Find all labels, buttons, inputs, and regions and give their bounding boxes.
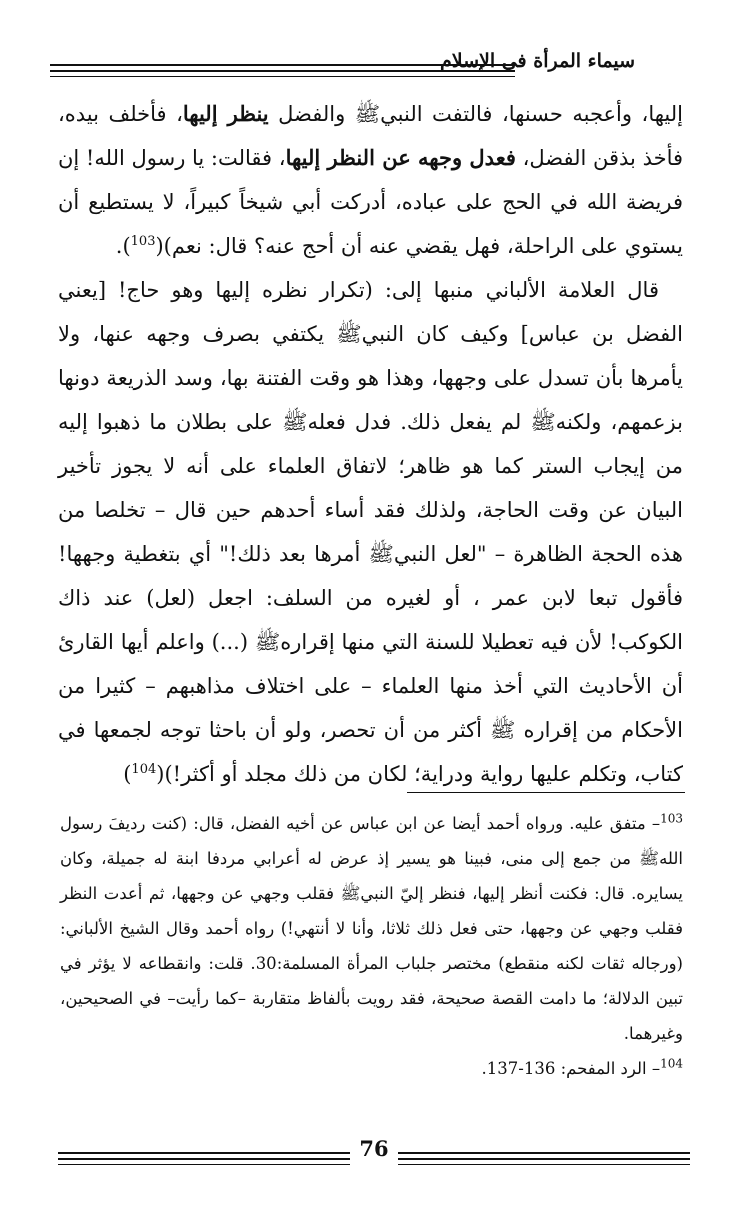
p1-text-c: ، فأخلف بيده، فأخذ بذقن الفضل، [58, 102, 684, 170]
footnote-103 [60, 806, 683, 1051]
footnotes [60, 806, 683, 1086]
p1-text-end: ). [115, 234, 131, 258]
footnote-ref-103: 103 [130, 234, 156, 249]
paragraph-2 [58, 268, 683, 796]
main-text [58, 92, 683, 796]
footnote-ref-104: 104 [131, 762, 157, 777]
footer-rule-left [58, 1152, 350, 1160]
footnote-number: 103 [660, 811, 683, 826]
p1-bold-1: ينظر إليها [182, 101, 269, 126]
p1-bold-2: فعدل وجهه عن النظر إليها [285, 145, 516, 170]
footer-rule-right [398, 1152, 690, 1160]
footnote-text: – متفق عليه. ورواه أحمد أيضا عن ابن عباس عن أخيه الفضل، قال: (كنت رديفَ رسول اللهﷺ من جمع إلى منى، فبينا هو يسير إذ عرض له أعرابي مردفا ابنة له جميلة، وكان يسايره. قال: فكنت أنظر إليها، فنظر إليّ النبيﷺ فقلب وجهي عن وجهها، ثم أعدت النظر فقلب وجهي عن وجهها، حتى فعل ذلك ثلاثا، وأنا لا أنتهي!) رواه أحمد وقال الشيخ الألباني: (ورجاله ثقات لكنه منقطع) مختصر جلباب المرأة المسلمة:30. قلت: وانقطاعه لا يؤثر في تبين الدلالة؛ ما دامت القصة صحيحة، فقد رويت بألفاظ متقاربة –كما رأيت– في الصحيحين، وغيرهما. [60, 814, 683, 1043]
header-double-rule [50, 64, 515, 72]
p2-text: قال العلامة الألباني منبها إلى: (تكرار نظره إليها وهو حاج! [يعني الفضل بن عباس] وكيف كان النبيﷺ يكتفي بصرف وجهه عنها، ولا يأمرها بأن تسدل على وجهها، وهذا هو وقت الفتنة بها، وسد الذريعة دونها بزعمهم، ولكنهﷺ لم يفعل ذلك. فدل فعلهﷺ على بطلان ما ذهبوا إليه من إيجاب الستر كما هو ظاهر؛ لاتفاق العلماء على أنه لا يجوز تأخير البيان عن وقت الحاجة، ولذلك فقد أساء أحدهم حين قال – تخلصا من هذه الحجة الظاهرة – "لعل النبيﷺ أمرها بعد ذلك!" أي بتغطية وجهها! فأقول تبعا لابن عمر ، أو لغيره من السلف: اجعل (لعل) عند ذاك الكوكب! لأن فيه تعطيلا للسنة التي منها إقرارهﷺ (...) واعلم أيها القارئ أن الأحاديث التي أخذ منها العلماء – على اختلاف مذاهبهم – كثيرا من الأحكام من إقراره ﷺ أكثر من أن تحصر، ولو أن باحثا توجه لجمعها في كتاب، وتكلم عليها رواية ودراية؛ لكان من ذلك مجلد أو أكثر!)( [58, 278, 683, 786]
footnote-104 [60, 1051, 683, 1086]
p1-text-d: ، فقالت: يا رسول الله! إن فريضة الله في الحج على عباده، أدركت أبي شيخاً كبيراً، لا يستطيع أن يستوي على الراحلة، فهل يقضي عنه أن أحج عنه؟ قال: نعم)( [58, 146, 683, 258]
footnote-number: 104 [660, 1056, 683, 1071]
footer-thin-rule-left [58, 1164, 350, 1165]
page-number: 76 [359, 1136, 389, 1161]
footnote-text: – الرد المفحم: 136-137. [481, 1059, 661, 1078]
p1-text-a: إليها، وأعجبه حسنها، فالتفت النبيﷺ والفضل [268, 102, 683, 126]
paragraph-1 [58, 92, 683, 268]
header-thin-rule [50, 76, 515, 77]
footnote-separator [407, 792, 685, 793]
running-header-title: سيماء المرأة في الإسلام [439, 50, 635, 72]
p2-text-end: ) [123, 762, 132, 786]
footer-thin-rule-right [398, 1164, 690, 1165]
